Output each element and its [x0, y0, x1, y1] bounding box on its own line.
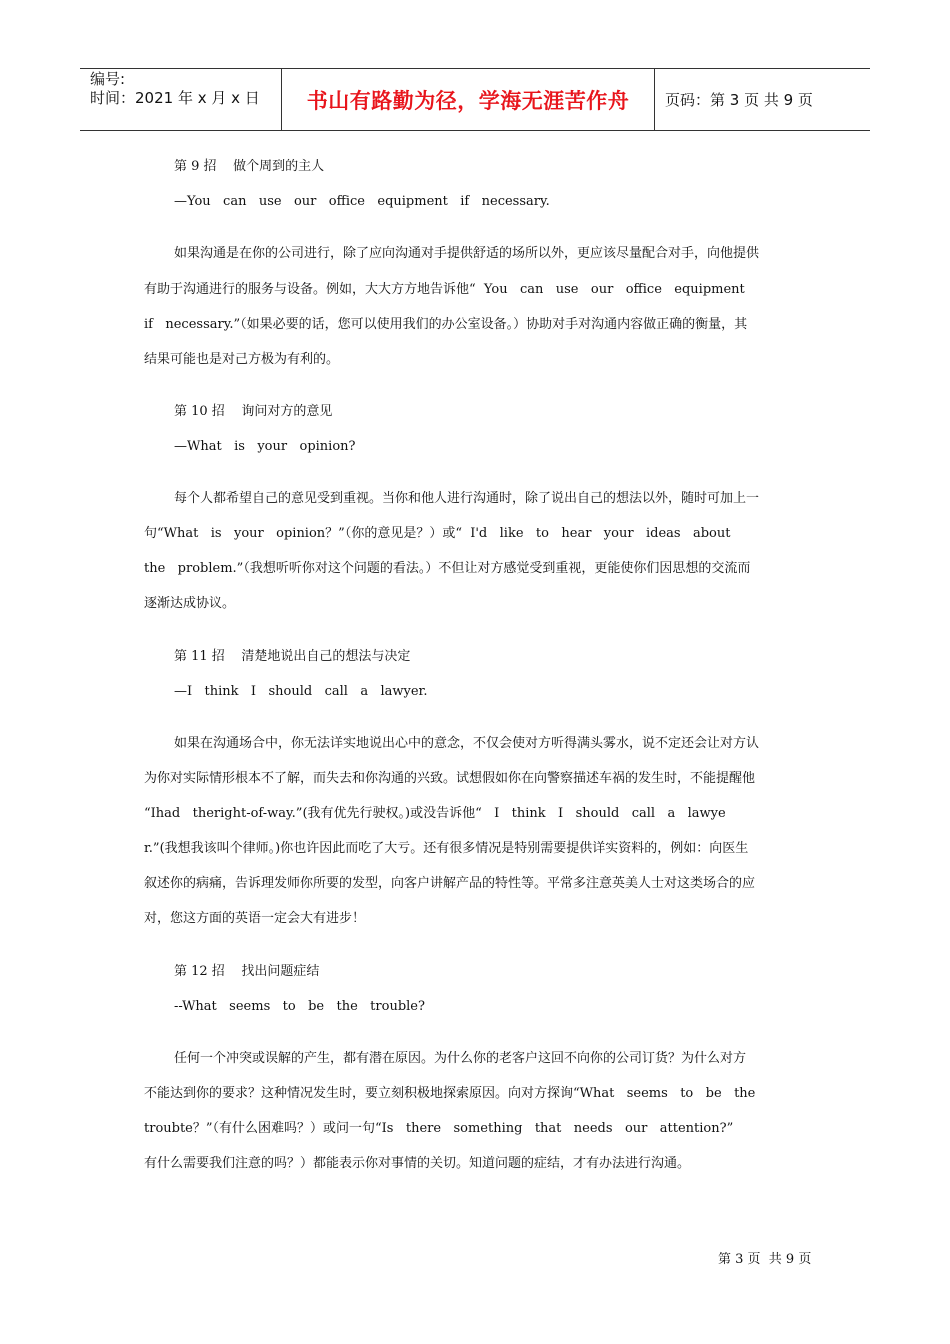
paragraph-line: 对，您这方面的英语一定会大有进步！	[144, 911, 366, 926]
paragraph-line: 有助于沟通进行的服务与设备。例如，大大方方地告诉他“ You can use our office equipment	[144, 282, 745, 297]
header-motto: 书山有路勤为径，学海无涯苦作舟	[282, 69, 655, 130]
paragraph-line: “Ihad theright-of-way.”(我有优先行驶权。)或没告诉他“ I think I should call a lawye	[144, 806, 726, 821]
paragraph-line: 逐渐达成协议。	[144, 596, 236, 611]
paragraph-line: r.”(我想我该叫个律师。)你也许因此而吃了大亏。还有很多情况是特别需要提供详实资料的，例如：向医生	[144, 841, 749, 856]
number-label: 编号:	[90, 70, 126, 88]
section-heading: 第 11 招 清楚地说出自己的想法与决定	[174, 649, 411, 664]
paragraph-line: troubte？”（有什么困难吗？）或问一句“Is there something that needs our attention?”	[144, 1121, 734, 1136]
paragraph-line: 如果沟通是在你的公司进行，除了应向沟通对手提供舒适的场所以外，更应该尽量配合对手，向他提供	[174, 246, 760, 261]
paragraph-line: 为你对实际情形根本不了解，而失去和你沟通的兴致。试想假如你在向警察描述车祸的发生时，不能提醒他	[144, 771, 756, 786]
time-label: 时间：2021 年 x 月 x 日	[90, 89, 260, 107]
paragraph-line: 任何一个冲突或误解的产生，都有潜在原因。为什么你的老客户这回不向你的公司订货？为什么对方	[174, 1051, 747, 1066]
paragraph-line: the problem.”（我想听听你对这个问题的看法。）不但让对方感觉受到重视，更能使你们因思想的交流而	[144, 561, 751, 576]
paragraph-line: 不能达到你的要求？这种情况发生时，要立刻积极地探索原因。向对方探询“What seems to be the	[144, 1086, 756, 1101]
header-meta	[80, 69, 282, 130]
paragraph-line: 如果在沟通场合中，你无法详实地说出心中的意念，不仅会使对方听得满头雾水，说不定还会让对方认	[174, 736, 760, 751]
section-phrase: --What seems to be the trouble?	[174, 999, 425, 1014]
section-phrase: —I think I should call a lawyer.	[174, 684, 428, 699]
section-heading: 第 12 招 找出问题症结	[174, 964, 320, 979]
section-heading: 第 9 招 做个周到的主人	[174, 159, 325, 174]
header-page-number: 页码：第 3 页 共 9 页	[665, 91, 813, 109]
paragraph-line: 有什么需要我们注意的吗？）都能表示你对事情的关切。知道问题的症结，才有办法进行沟通。	[144, 1156, 691, 1171]
paragraph-line: 句“What is your opinion？”（你的意见是？）或“ I'd like to hear your ideas about	[144, 526, 731, 541]
paragraph-line: 每个人都希望自己的意见受到重视。当你和他人进行沟通时，除了说出自己的想法以外，随时可加上一	[174, 491, 760, 506]
paragraph-line: if necessary.”（如果必要的话，您可以使用我们的办公室设备。）协助对手对沟通内容做正确的衡量，其	[144, 317, 748, 332]
section-phrase: —You can use our office equipment if necessary.	[174, 194, 550, 209]
footer-page-number: 第 3 页 共 9 页	[718, 1252, 812, 1267]
document-header	[80, 68, 870, 131]
paragraph-line: 叙述你的病痛，告诉理发师你所要的发型，向客户讲解产品的特性等。平常多注意英美人士对这类场合的应	[144, 876, 756, 891]
section-heading: 第 10 招 询问对方的意见	[174, 404, 333, 419]
section-phrase: —What is your opinion?	[174, 439, 356, 454]
paragraph-line: 结果可能也是对己方极为有利的。	[144, 352, 340, 367]
